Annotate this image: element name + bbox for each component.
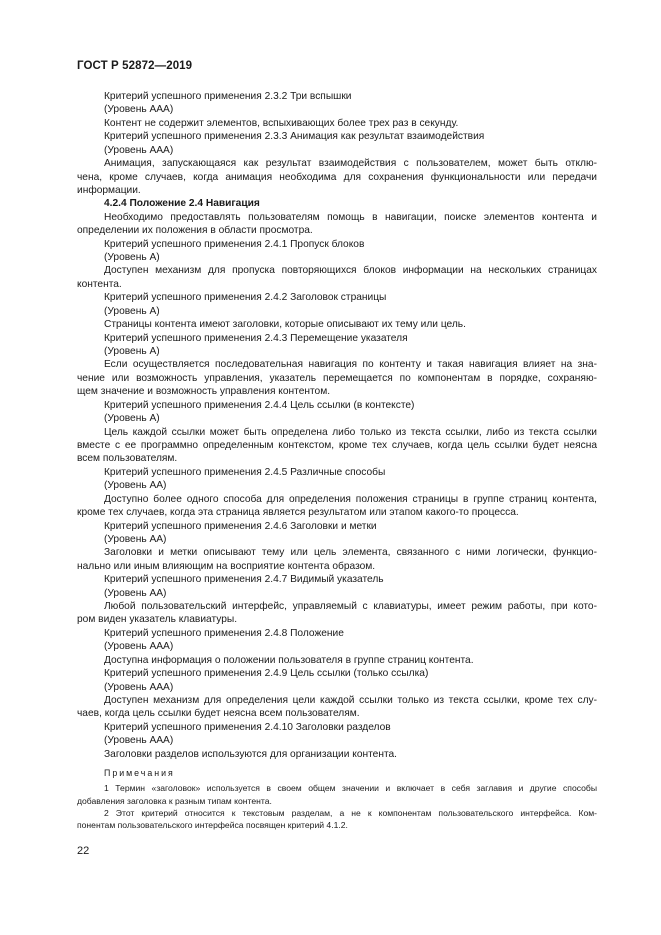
- text-line: Цель каждой ссылки может быть определена либо только из текста ссылки, либо из текста ссылки: [104, 426, 597, 438]
- document-body: [77, 90, 597, 831]
- text-line: Необходимо предоставлять пользователям помощь в навигации, поиске элементов контента и: [104, 211, 597, 223]
- text-line: (Уровень АА): [104, 587, 167, 599]
- text-line: Доступен механизм для пропуска повторяющихся блоков информации на нескольких страницах: [104, 265, 597, 277]
- text-line: Критерий успешного применения 2.4.4 Цель ссылки (в контексте): [104, 399, 415, 411]
- page-number: 22: [77, 845, 90, 857]
- text-line: Доступна информация о положении пользователя в группе страниц контента.: [104, 654, 474, 666]
- text-line: контента.: [77, 278, 122, 290]
- text-line: Если осуществляется последовательная навигация по контенту и такая навигация влияет на зна-: [104, 359, 597, 371]
- text-line: Критерий успешного применения 2.4.2 Заголовок страницы: [104, 292, 387, 304]
- text-line: Критерий успешного применения 2.3.3 Анимация как результат взаимодействия: [104, 131, 485, 143]
- text-line: Критерий успешного применения 2.4.9 Цель ссылки (только ссылка): [104, 668, 429, 680]
- text-line: (Уровень А): [104, 413, 160, 425]
- text-line: (Уровень ААА): [104, 144, 174, 156]
- notes-title: Примечания: [104, 768, 175, 779]
- text-line: чена, кроме случаев, когда анимация необходима для сохранения функциональности или передачи: [77, 171, 597, 183]
- text-line: Критерий успешного применения 2.4.10 Заголовки разделов: [104, 721, 391, 733]
- text-line: определении их положения в области просмотра.: [77, 225, 313, 237]
- text-line: (Уровень А): [104, 346, 160, 358]
- text-line: Доступен механизм для определения цели каждой ссылки только из текста ссылки, кроме тех слу-: [104, 694, 597, 706]
- text-line: чаев, когда цель ссылки будет неясна всем пользователям.: [77, 708, 360, 720]
- notes-section: [77, 767, 597, 831]
- text-line: понентам пользовательского интерфейса посвящен критерий 4.1.2.: [77, 819, 348, 830]
- text-line: Заголовки и метки описывают тему или цель элемента, связанного с ними логически, функцио-: [104, 547, 597, 559]
- text-line: всем пользователям.: [77, 453, 178, 465]
- text-line: информации.: [77, 184, 141, 196]
- text-line: нально или иным влияющим на восприятие контента образом.: [77, 560, 376, 572]
- text-line: Любой пользовательский интерфейс, управляемый с клавиатуры, имеет режим работы, при кото-: [104, 601, 597, 613]
- text-line: Критерий успешного применения 2.4.1 Пропуск блоков: [104, 238, 365, 250]
- text-line: Критерий успешного применения 2.3.2 Три вспышки: [104, 91, 352, 102]
- text-line: (Уровень ААА): [104, 735, 174, 747]
- text-line: Страницы контента имеют заголовки, которые описывают их тему или цель.: [104, 319, 466, 331]
- text-line: кроме тех случаев, когда эта страница является результатом или этапом какого-то процесса.: [77, 507, 519, 519]
- text-line: (Уровень ААА): [104, 641, 174, 653]
- text-line: вместе с ее программно определенным контекстом, кроме тех случаев, когда цель ссылки будет неясна: [77, 439, 597, 451]
- text-line: Критерий успешного применения 2.4.3 Перемещение указателя: [104, 332, 408, 344]
- document-header: ГОСТ Р 52872—2019: [77, 60, 193, 72]
- text-line: (Уровень АА): [104, 533, 167, 545]
- text-line: добавления заголовка к разным типам контента.: [77, 795, 272, 806]
- notes-text: [77, 782, 597, 831]
- section-heading: 4.2.4 Положение 2.4 Навигация: [104, 198, 260, 210]
- text-line: Доступно более одного способа для определения положения страницы в группе страниц контента,: [104, 493, 597, 505]
- text-line: (Уровень А): [104, 252, 160, 264]
- text-line: Заголовки разделов используются для организации контента.: [104, 748, 398, 760]
- text-line: (Уровень ААА): [104, 104, 174, 116]
- text-line: (Уровень А): [104, 305, 160, 317]
- text-line: Критерий успешного применения 2.4.7 Видимый указатель: [104, 574, 384, 586]
- text-line: (Уровень АА): [104, 480, 167, 492]
- text-line: 2 Этот критерий относится к текстовым разделам, а не к компонентам пользовательского интерфейса. Ком-: [104, 807, 597, 818]
- text-line: 1 Термин «заголовок» используется в своем общем значении и включает в себя заглавия и другие способы: [104, 783, 597, 794]
- text-line: Контент не содержит элементов, вспыхивающих более трех раз в секунду.: [104, 117, 459, 129]
- text-line: Критерий успешного применения 2.4.8 Положение: [104, 627, 344, 639]
- text-line: Критерий успешного применения 2.4.5 Различные способы: [104, 466, 386, 478]
- text-line: (Уровень ААА): [104, 681, 174, 693]
- text-line: ром виден указатель клавиатуры.: [77, 614, 238, 626]
- text-line: Анимация, запускающаяся как результат взаимодействия с пользователем, может быть отклю-: [104, 158, 597, 170]
- body-text: [77, 90, 597, 761]
- text-line: чение или возможность управления, указатель перемещается по компонентам в порядке, сохраняю-: [77, 372, 597, 384]
- text-line: Критерий успешного применения 2.4.6 Заголовки и метки: [104, 520, 377, 532]
- text-line: щем значение и возможность управления контентом.: [77, 386, 331, 398]
